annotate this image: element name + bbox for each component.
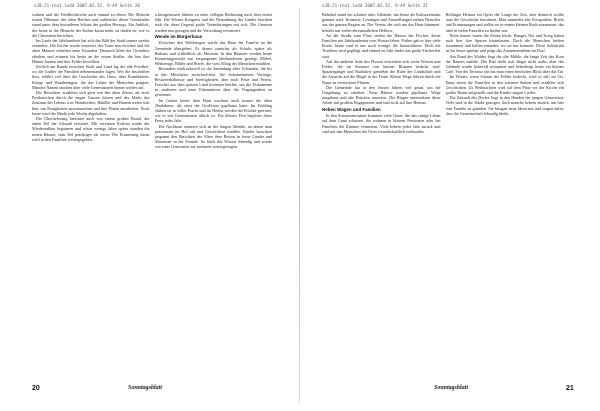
body-paragraph: Die Gemeinde hat in den letzten Jahren viel getan, um die Umgebung zu erhalten. Neue Bäume wurden gepflanzt, Wege ausgebaut und alte Brücken renoviert. Die Bürger unterstützen diese Arbeit mit großem Engagement und sind stolz auf ihre Heimat. xyxy=(322,84,441,106)
left-column-1 xyxy=(32,12,150,374)
body-paragraph: Die Zukunft des Dorfes liegt in den Händen der jungen Generation. Viele sind in die Städte gezogen, doch manche kehren zurück, um hier eine Familie zu gründen. Sie bringen neue Ideen mit und sorgen dafür, dass die Gemeinschaft lebendig bleibt. xyxy=(445,95,564,116)
body-paragraph: Besonders eindrucksvoll ist die Sammlung alter Urkunden, die bis in das Mittelalter zurückreichen. Sie dokumentieren Verträge, Besitzverhältnisse und Streitigkeiten, aber auch Feste und Feiern. Forscher aus dem ganzen Land kommen hierher, um die Dokumente zu studieren und neue Erkenntnisse über die Vergangenheit zu gewinnen. xyxy=(154,66,272,98)
body-paragraph: Zwischen den Weltkriegen wurde das Haus der Familie an die Gemeinde übergeben. Es diente zunächst als Schule, später als Rathaus und schließlich als Museum. In den Räumen werden heute Erinnerungsstücke aus vergangenen Jahrhunderten gezeigt: Möbel, Werkzeuge, Bilder und Briefe, die vom Alltag der Menschen erzählen. xyxy=(154,40,272,67)
body-paragraph: Nicht immer waren die Zeiten leicht. Hunger, Not und Krieg haben auch hier ihre Spuren hinterlassen. Doch die Menschen hielten zusammen und halfen einander, wo sie nur konnten. Diese Solidarität ist bis heute spürbar und prägt das Zusammenleben im Dorf. xyxy=(445,32,564,54)
body-paragraph: In den Sommermonaten kommen viele Gäste, die das ruhige Leben auf dem Land schätzen. Sie wohnen in kleinen Pensionen oder bei Familien, die Zimmer vermieten. Viele kehren jedes Jahr zurück und sind mit den Menschen des Ortes freundschaftlich verbunden. xyxy=(322,113,441,134)
body-paragraph: Im Laufe der Jahrhunderte hat sich das Bild der Stadt immer wieder verändert. Die Kirche wurde erweitert, der Turm neu errichtet und die alten Mauern erhielten neue Fassaden. Dennoch blieb der Grundriss erhalten und erinnert bis heute an die ersten Siedler, die hier ihre Häuser bauten und ihre Felder bestellten. xyxy=(32,38,150,64)
right-column-2 xyxy=(446,12,565,374)
body-paragraph: wahren und die Friedhofskirche auch einmal zu ehren. Die Mönche waren Ölbäume des alten Reiches und zahlreiche dieser Gemeinden stand unter dem besonderen Schutz des großen Herzogs. Ein Anblick, der heute in der Hinsicht der Kultur kaum mehr zu finden ist, wie es die Chronisten berichten. xyxy=(32,12,150,38)
body-paragraph: Helfinger Heimat ein Opfer der Lange der Zeit, aber dennoch wollte man die Geschichte bewahren. Man sammelte alte Fotografien, Briefe und Erinnerungen und stellte sie in einem kleinen Buch zusammen, das bald in vielen Familien zu finden war. xyxy=(445,12,564,33)
body-paragraph: Auf der anderen Seite des Flusses erstrecken sich weite Wiesen und Felder, die im Sommer von bunten Blumen bedeckt sind. Spaziergänger und Radfahrer genießen die Ruhe der Landschaft und die Aussicht auf die Hügel in der Ferne. Kleine Wege führen durch die Natur zu versteckten Plätzen. xyxy=(322,58,441,85)
section-heading: Wende im Bürgerhaus xyxy=(154,34,203,40)
left-page-slug: s20-21-text.indd 2005.02.22. 9:49 Seite 20 xyxy=(34,3,140,8)
right-page-number: 21 xyxy=(566,385,574,392)
right-page-logo: Sonntagsblatt xyxy=(434,385,469,391)
body-paragraph: Die Bewohner erzählten sich gern von den alten Zeiten, als noch Postkutschen durch die engen Gassen fuhren und der Markt das Zentrum des Lebens war. Handwerker, Händler und Bauern trafen sich hier, um Neuigkeiten auszutauschen und ihre Waren anzubieten. Noch heute wird der Markt jede Woche abgehalten. xyxy=(32,90,150,116)
body-paragraph: Im Winter, wenn Schnee die Felder bedeckt, wird es still im Ort. Dann sitzen die Familien in den warmen Stuben und erzählen sich Geschichten. Zu Weihnachten wird auf dem Platz vor der Kirche ein großer Baum aufgestellt und die Kinder singen Lieder. xyxy=(445,74,564,96)
left-page-number: 20 xyxy=(32,385,40,392)
body-paragraph: An der Straße zum Fluss stehen die Häuser der Fischer, deren Familien seit Jahrhunderten vom Wasser leben. Früher gab es hier viele Boote, heute sind es nur noch wenige, die hinausfahren. Doch die Tradition wird gepflegt und einmal im Jahr findet das große Fischerfest statt. xyxy=(322,32,441,59)
right-page-columns xyxy=(322,12,564,374)
body-paragraph: Im Garten hinter dem Haus wachsen noch immer die alten Obstbäume, die einst der Großvater gepflanzt hatte. Im Frühling blühen sie in voller Pracht und im Herbst werden die Früchte geerntet, wie es seit Generationen üblich ist. Ein kleines Fest begleitet diese Ernte jedes Jahr. xyxy=(154,97,272,124)
right-page xyxy=(300,0,600,411)
section-heading: Neben Wagen und Familien xyxy=(322,107,381,113)
body-paragraph: Die Überlieferung berichtet auch von einem großen Brand, der einen Teil der Altstadt zerstörte. Mit vereinten Kräften wurde der Wiederaufbau begonnen und schon wenige Jahre später standen die neuen Häuser, zum Teil prächtiger als zuvor. Die Erinnerung daran wird in den Familien weitergegeben. xyxy=(32,116,150,142)
left-page-columns xyxy=(32,12,272,374)
left-page-logo: Sonntagsblatt xyxy=(128,385,163,391)
body-paragraph: Zeitlich am Rande zwischen Stadt und Land lag der alte Friedhof, wo die Gräber der Familien nebeneinander lagen. Wer die Inschriften liest, erfährt viel über die Geschichte des Ortes, über Krankheiten, Kriege und Wanderungen, die das Leben der Menschen prägten. Manche Namen tauchen über viele Generationen immer wieder auf. xyxy=(32,64,150,90)
right-column-1 xyxy=(322,12,441,374)
left-column-2 xyxy=(155,12,273,374)
body-paragraph: schrittgenossen führten zu einer völligen Bedeutung nach dem ersten Jahr. Der Wiener Kongress und die Neuordnung der Länder brachten auch für diese Gegend große Veränderungen mit sich. Die Grenzen wurden neu gezogen und die Verwaltung reformiert. xyxy=(154,12,272,33)
body-paragraph: Die Nachbarn erinnern sich an die langen Abende, an denen man gemeinsam im Hof saß und Geschichten erzählte. Kinder lauschten gespannt den Berichten der Alten über Reisen in ferne Länder und Abenteuer in der Fremde. So blieb das Wissen lebendig und wurde von einer Generation zur nächsten weitergetragen. xyxy=(154,123,272,150)
body-paragraph: Bahnhof stand ein schönes altes Gebäude, das heute als Kulturzentrum genutzt wird. Konzerte, Lesungen und Ausstellungen ziehen Besucher aus der ganzen Region an. Der Verein, der sich um das Haus kümmert, besteht aus vielen ehrenamtlichen Helfern. xyxy=(322,12,441,33)
body-paragraph: Am Rand des Waldes liegt die alte Mühle, die lange Zeit das Korn der Bauern mahlte. Das Rad dreht sich längst nicht mehr, aber das Gebäude wurde liebevoll restauriert und beherbergt heute ein kleines Café. Von der Terrasse aus hat man einen herrlichen Blick über das Tal. xyxy=(445,53,564,75)
right-page-slug: s20-21-text.indd 2005.02.22. 9:49 Seite 21 xyxy=(322,3,428,8)
